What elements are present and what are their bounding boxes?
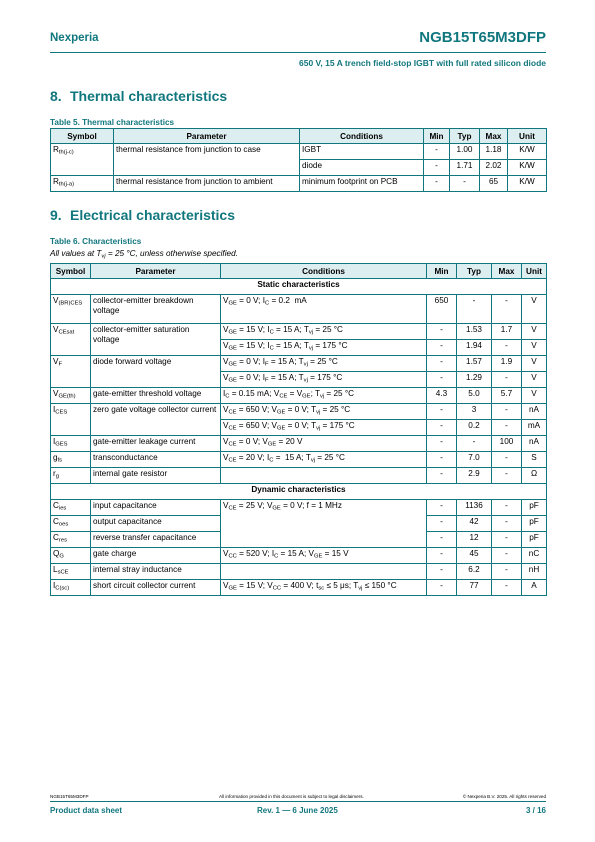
unit-cell: V xyxy=(522,324,547,340)
col-header: Parameter xyxy=(91,264,221,279)
max-cell: - xyxy=(492,468,522,484)
unit-cell: pF xyxy=(522,532,547,548)
section-heading-thermal xyxy=(50,88,227,104)
typ-cell: 6.2 xyxy=(457,564,492,580)
min-cell: - xyxy=(427,324,457,340)
parameter-cell: internal gate resistor xyxy=(91,468,221,484)
parameter-cell: transconductance xyxy=(91,452,221,468)
col-header: Conditions xyxy=(221,264,427,279)
max-cell: - xyxy=(492,548,522,564)
header-rule xyxy=(50,52,546,53)
table-row xyxy=(51,580,547,596)
table-row xyxy=(51,144,547,160)
conditions-cell: $V_{GE} = 0$ V; $I_C = 0.2$ mA xyxy=(221,295,427,324)
col-header: Min xyxy=(427,264,457,279)
characteristics-table xyxy=(50,263,547,596)
unit-cell: nH xyxy=(522,564,547,580)
table-row xyxy=(51,500,547,516)
symbol-cell: $V_{CEsat}$ xyxy=(51,324,91,356)
symbol-cell: $r_g$ xyxy=(51,468,91,484)
table-note: All values at $T_{vj} = 25$ °C, unless otherwise specified. xyxy=(50,249,238,260)
table-header-row xyxy=(51,264,547,279)
max-cell: 1.18 xyxy=(480,144,508,160)
col-header: Symbol xyxy=(51,129,114,144)
typ-cell: 1.57 xyxy=(457,356,492,372)
min-cell: - xyxy=(427,372,457,388)
min-cell: - xyxy=(427,452,457,468)
max-cell: - xyxy=(492,564,522,580)
symbol-cell: $C_{ies}$ xyxy=(51,500,91,516)
table-row xyxy=(51,452,547,468)
parameter-cell: zero gate voltage collector current xyxy=(91,404,221,436)
col-header: Unit xyxy=(522,264,547,279)
typ-cell: 1.29 xyxy=(457,372,492,388)
conditions-cell xyxy=(221,564,427,580)
col-header: Conditions xyxy=(300,129,424,144)
table-row xyxy=(51,436,547,452)
footer-disclaimer: All information provided in this document is subject to legal disclaimers. xyxy=(219,794,364,799)
footer-doc-id: NGB15T65M3DFP xyxy=(50,794,89,799)
max-cell: - xyxy=(492,500,522,516)
section-label: Dynamic characteristics xyxy=(51,484,547,500)
parameter-cell: collector-emitter saturation voltage xyxy=(91,324,221,356)
min-cell: - xyxy=(427,532,457,548)
col-header: Parameter xyxy=(114,129,300,144)
min-cell: - xyxy=(427,548,457,564)
conditions-cell: $V_{GE} = 15$ V; $V_{CC} = 400$ V; $t_{sc} \le 5$ μs; $T_{vj} \le 150$ °C xyxy=(221,580,427,596)
min-cell: - xyxy=(427,468,457,484)
section-row-static xyxy=(51,279,547,295)
conditions-cell: $V_{CE} = 650$ V; $V_{GE} = 0$ V; $T_{vj} = 175$ °C xyxy=(221,420,427,436)
symbol-cell: $V_F$ xyxy=(51,356,91,388)
table-header-row xyxy=(51,129,547,144)
max-cell: 5.7 xyxy=(492,388,522,404)
typ-cell: 77 xyxy=(457,580,492,596)
footer-revision: Rev. 1 — 6 June 2025 xyxy=(257,806,338,815)
conditions-cell: $V_{GE} = 0$ V; $I_F = 15$ A; $T_{vj} = 175$ °C xyxy=(221,372,427,388)
section-heading-electrical xyxy=(50,207,235,223)
max-cell: - xyxy=(492,532,522,548)
conditions-cell: $V_{GE} = 0$ V; $I_F = 15$ A; $T_{vj} = 25$ °C xyxy=(221,356,427,372)
typ-cell: 1.71 xyxy=(450,160,480,176)
typ-cell: 0.2 xyxy=(457,420,492,436)
typ-cell: - xyxy=(457,436,492,452)
symbol-cell: $I_{GES}$ xyxy=(51,436,91,452)
symbol-cell: $L_{sCE}$ xyxy=(51,564,91,580)
table-row xyxy=(51,176,547,192)
table-row xyxy=(51,404,547,420)
col-header: Max xyxy=(480,129,508,144)
parameter-cell: output capacitance xyxy=(91,516,221,532)
symbol-cell: $R_{th(j-a)}$ xyxy=(51,176,114,192)
symbol-cell: $I_{CES}$ xyxy=(51,404,91,436)
symbol-cell: $I_{C(sc)}$ xyxy=(51,580,91,596)
parameter-cell: gate-emitter threshold voltage xyxy=(91,388,221,404)
conditions-cell: diode xyxy=(300,160,424,176)
conditions-cell: $V_{CE} = 25$ V; $V_{GE} = 0$ V; f = 1 MHz xyxy=(221,500,427,548)
unit-cell: K/W xyxy=(508,160,547,176)
typ-cell: - xyxy=(450,176,480,192)
unit-cell: V xyxy=(522,340,547,356)
section-number: 8. xyxy=(50,88,62,104)
parameter-cell: gate charge xyxy=(91,548,221,564)
min-cell: - xyxy=(427,420,457,436)
conditions-cell: minimum footprint on PCB xyxy=(300,176,424,192)
brand-name: Nexperia xyxy=(50,32,99,44)
typ-cell: 1.00 xyxy=(450,144,480,160)
parameter-cell: thermal resistance from junction to case xyxy=(114,144,300,176)
symbol-cell: $Q_G$ xyxy=(51,548,91,564)
unit-cell: nC xyxy=(522,548,547,564)
typ-cell: 1136 xyxy=(457,500,492,516)
section-title: Thermal characteristics xyxy=(70,88,228,104)
typ-cell: 2.9 xyxy=(457,468,492,484)
typ-cell: 12 xyxy=(457,532,492,548)
max-cell: - xyxy=(492,452,522,468)
symbol-cell: $V_{(BR)CES}$ xyxy=(51,295,91,324)
table-row xyxy=(51,356,547,372)
parameter-cell: thermal resistance from junction to ambient xyxy=(114,176,300,192)
symbol-cell: $C_{oes}$ xyxy=(51,516,91,532)
thermal-table xyxy=(50,128,547,192)
col-header: Typ xyxy=(457,264,492,279)
conditions-cell: $I_C = 0.15$ mA; $V_{CE} = V_{GE}$; $T_{vj} = 25$ °C xyxy=(221,388,427,404)
typ-cell: 42 xyxy=(457,516,492,532)
table-caption-characteristics: Table 6. Characteristics xyxy=(50,237,142,246)
unit-cell: V xyxy=(522,295,547,324)
col-header: Min xyxy=(424,129,450,144)
min-cell: 650 xyxy=(427,295,457,324)
unit-cell: pF xyxy=(522,516,547,532)
min-cell: - xyxy=(427,340,457,356)
table-row xyxy=(51,388,547,404)
unit-cell: K/W xyxy=(508,144,547,160)
section-label: Static characteristics xyxy=(51,279,547,295)
col-header: Symbol xyxy=(51,264,91,279)
parameter-cell: reverse transfer capacitance xyxy=(91,532,221,548)
section-row-dynamic xyxy=(51,484,547,500)
max-cell: - xyxy=(492,295,522,324)
section-number: 9. xyxy=(50,207,62,223)
typ-cell: 5.0 xyxy=(457,388,492,404)
unit-cell: nA xyxy=(522,436,547,452)
col-header: Max xyxy=(492,264,522,279)
table-row xyxy=(51,324,547,340)
symbol-cell: $V_{GE(th)}$ xyxy=(51,388,91,404)
unit-cell: V xyxy=(522,356,547,372)
col-header: Typ xyxy=(450,129,480,144)
max-cell: - xyxy=(492,340,522,356)
min-cell: - xyxy=(427,516,457,532)
symbol-cell: $C_{res}$ xyxy=(51,532,91,548)
unit-cell: S xyxy=(522,452,547,468)
unit-cell: K/W xyxy=(508,176,547,192)
max-cell: 100 xyxy=(492,436,522,452)
min-cell: - xyxy=(424,144,450,160)
part-number: NGB15T65M3DFP xyxy=(419,29,546,46)
min-cell: - xyxy=(427,356,457,372)
min-cell: - xyxy=(427,500,457,516)
conditions-cell: $V_{CE} = 20$ V; $I_C = 15$ A; $T_{vj} = 25$ °C xyxy=(221,452,427,468)
conditions-cell: $V_{CE} = 650$ V; $V_{GE} = 0$ V; $T_{vj} = 25$ °C xyxy=(221,404,427,420)
max-cell: - xyxy=(492,580,522,596)
parameter-cell: diode forward voltage xyxy=(91,356,221,388)
conditions-cell: IGBT xyxy=(300,144,424,160)
typ-cell: 1.94 xyxy=(457,340,492,356)
max-cell: 1.9 xyxy=(492,356,522,372)
document-subtitle: 650 V, 15 A trench field-stop IGBT with full rated silicon diode xyxy=(298,58,546,68)
typ-cell: 45 xyxy=(457,548,492,564)
page-header xyxy=(50,29,546,52)
unit-cell: V xyxy=(522,388,547,404)
min-cell: - xyxy=(427,564,457,580)
table-row xyxy=(51,295,547,324)
parameter-cell: gate-emitter leakage current xyxy=(91,436,221,452)
max-cell: - xyxy=(492,516,522,532)
table-row xyxy=(51,548,547,564)
typ-cell: - xyxy=(457,295,492,324)
min-cell: - xyxy=(427,404,457,420)
table-caption-thermal: Table 5. Thermal characteristics xyxy=(50,118,175,127)
min-cell: - xyxy=(427,436,457,452)
footer-rule xyxy=(50,801,546,802)
min-cell: - xyxy=(424,160,450,176)
min-cell: - xyxy=(427,580,457,596)
footer-doc-type: Product data sheet xyxy=(50,806,123,815)
max-cell: - xyxy=(492,420,522,436)
parameter-cell: internal stray inductance xyxy=(91,564,221,580)
min-cell: 4.3 xyxy=(427,388,457,404)
parameter-cell: short circuit collector current xyxy=(91,580,221,596)
footer-page-number: 3 / 16 xyxy=(525,806,546,815)
table-row xyxy=(51,564,547,580)
typ-cell: 1.53 xyxy=(457,324,492,340)
footer-copyright: © Nexperia B.V. 2025. All rights reserved xyxy=(462,794,546,799)
unit-cell: A xyxy=(522,580,547,596)
conditions-cell: $V_{CC} = 520$ V; $I_C = 15$ A; $V_{GE} = 15$ V xyxy=(221,548,427,564)
unit-cell: mA xyxy=(522,420,547,436)
max-cell: 1.7 xyxy=(492,324,522,340)
symbol-cell: $g_{fs}$ xyxy=(51,452,91,468)
unit-cell: nA xyxy=(522,404,547,420)
max-cell: 2.02 xyxy=(480,160,508,176)
unit-cell: V xyxy=(522,372,547,388)
typ-cell: 3 xyxy=(457,404,492,420)
section-title: Electrical characteristics xyxy=(70,207,235,223)
conditions-cell: $V_{GE} = 15$ V; $I_C = 15$ A; $T_{vj} = 175$ °C xyxy=(221,340,427,356)
unit-cell: pF xyxy=(522,500,547,516)
max-cell: 65 xyxy=(480,176,508,192)
conditions-cell: $V_{CE} = 0$ V; $V_{GE} = 20$ V xyxy=(221,436,427,452)
conditions-cell xyxy=(221,468,427,484)
symbol-cell: $R_{th(j-c)}$ xyxy=(51,144,114,176)
max-cell: - xyxy=(492,404,522,420)
unit-cell: Ω xyxy=(522,468,547,484)
table-row xyxy=(51,468,547,484)
conditions-cell: $V_{GE} = 15$ V; $I_C = 15$ A; $T_{vj} = 25$ °C xyxy=(221,324,427,340)
typ-cell: 7.0 xyxy=(457,452,492,468)
parameter-cell: collector-emitter breakdown voltage xyxy=(91,295,221,324)
max-cell: - xyxy=(492,372,522,388)
min-cell: - xyxy=(424,176,450,192)
col-header: Unit xyxy=(508,129,547,144)
parameter-cell: input capacitance xyxy=(91,500,221,516)
